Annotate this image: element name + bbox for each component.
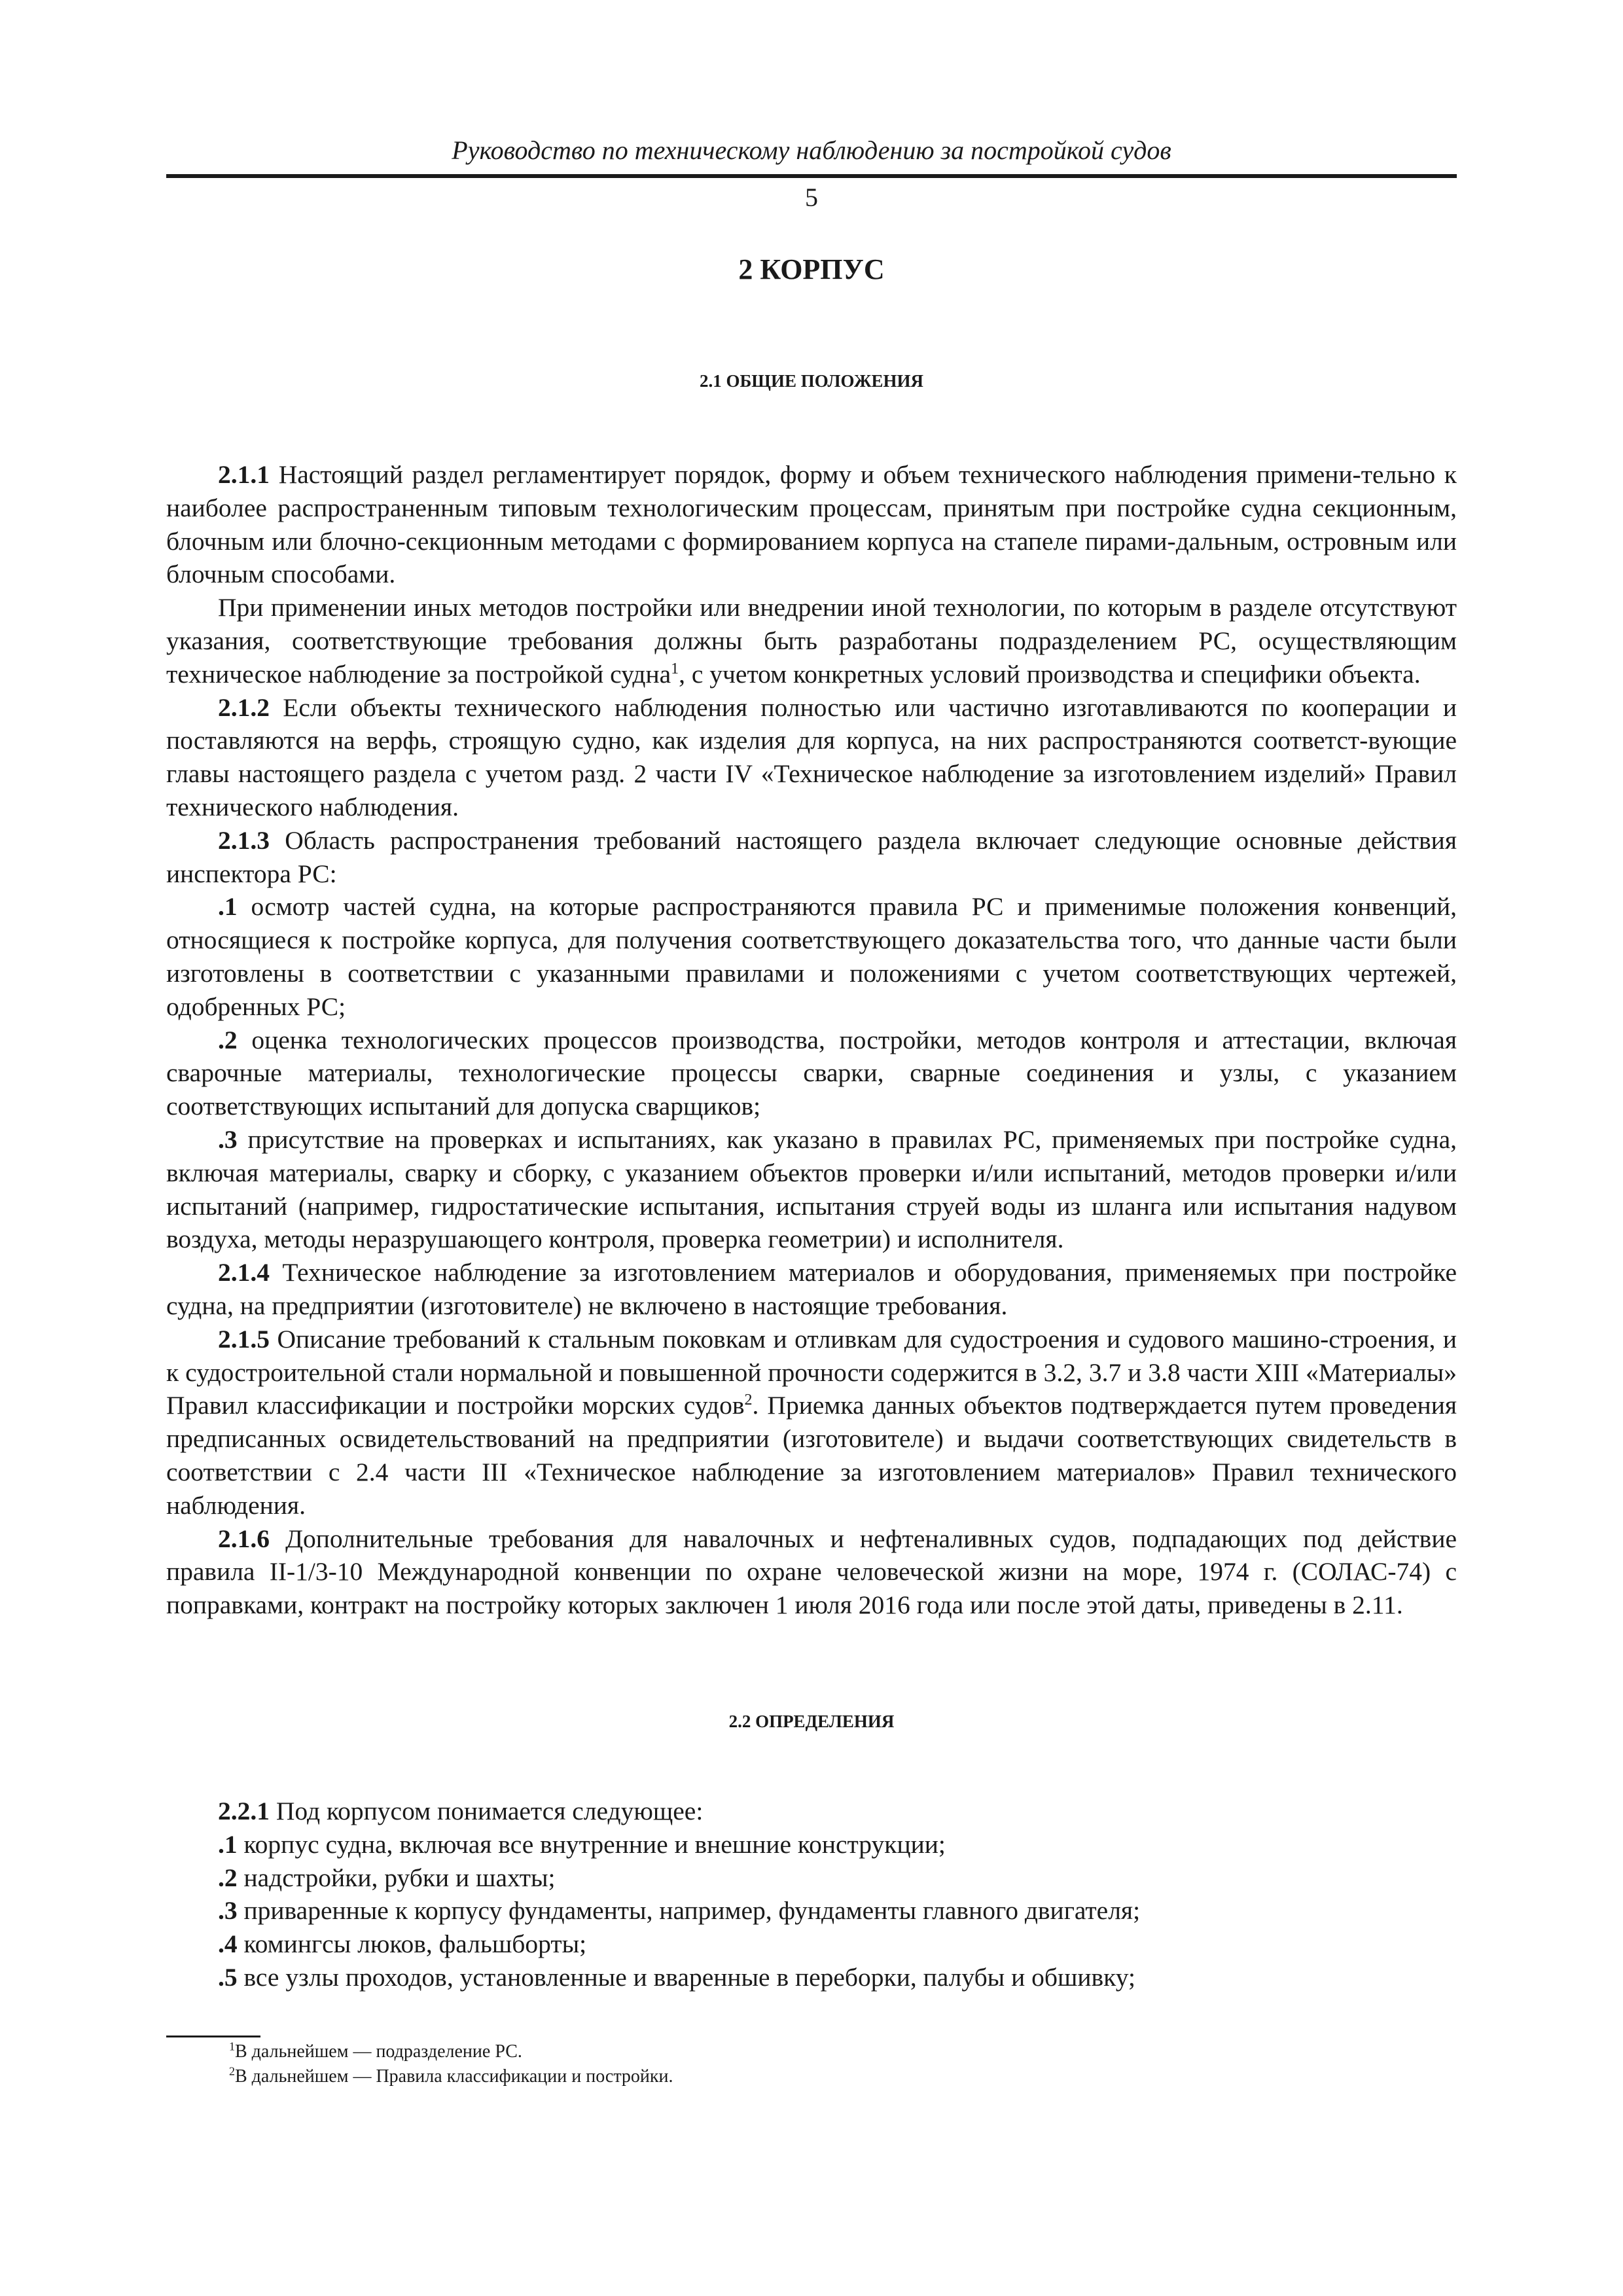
section-general-body: [166, 458, 1457, 1622]
paragraph-text: Дополнительные требования для навалочных и нефтеналивных судов, подпадающих под действие правила II-1/3-10 Международной конвенции по охране человеческой жизни на море, 1974 г. (СОЛАС-74) с поправками, контракт на постройку которых заключен 1 июля 2016 года или после этой даты, приведены в 2.11.: [166, 1524, 1457, 1620]
running-header: Руководство по техническому наблюдению за постройкой судов: [452, 135, 1171, 165]
item-number: .3: [218, 1124, 238, 1154]
paragraph-text: Настоящий раздел регламентирует порядок, форму и объем технического наблюдения примени-тельно к наиболее распространенным типовым технологическим процессам, принятым при постройке судна секционным, блочным или блочно-секционным методами с формированием корпуса на стапеле пирами-дальным, островным или блочным способами.: [166, 460, 1457, 589]
item-number: .2: [218, 1025, 238, 1054]
section-definitions-body: [166, 1795, 1457, 1994]
clause-number: 2.1.5: [218, 1324, 270, 1354]
list-item: [166, 1861, 1457, 1895]
paragraph-2-1-6: [166, 1522, 1457, 1622]
item-text: надстройки, рубки и шахты;: [237, 1863, 556, 1892]
item-number: .5: [218, 1962, 238, 1992]
clause-number: 2.2.1: [218, 1797, 270, 1825]
item-text: корпус судна, включая все внутренние и внешние конструкции;: [237, 1829, 946, 1859]
footnote-ref: 1: [671, 660, 679, 677]
paragraph-2-1-4: [166, 1256, 1457, 1323]
item-number: .3: [218, 1896, 238, 1926]
paragraph-other-methods: [166, 591, 1457, 691]
section-title-general: 2.1 ОБЩИЕ ПОЛОЖЕНИЯ: [699, 371, 924, 391]
footnote-mark: 1: [229, 2039, 235, 2053]
item-text: присутствие на проверках и испытаниях, как указано в правилах РС, применяемых при постройке судна, включая материалы, сварку и сборку, с указанием объектов проверки и/или испытаний, методов проверки и/или испытаний (например, гидростатические испытания, испытания струей воды из шланга или испытания надувом воздуха, методы неразрушающего контроля, проверка геометрии) и исполнителя.: [166, 1124, 1457, 1254]
paragraph-text: . Приемка данных объектов подтверждается путем проведения предписанных освидетельствований на предприятии (изготовителе) и выдачи соответствующих свидетельств в соответствии с 2.4 части III «Техническое наблюдение за изготовлением материалов» Правил технического наблюдения.: [166, 1391, 1457, 1520]
item-text: все узлы проходов, установленные и вваренные в переборки, палубы и обшивку;: [237, 1962, 1135, 1992]
list-item: [166, 1828, 1457, 1861]
footnote-text: В дальнейшем — подразделение РС.: [235, 2041, 522, 2062]
clause-number: 2.1.4: [218, 1258, 270, 1287]
chapter-title: 2 КОРПУС: [738, 253, 885, 285]
clause-number: 2.1.6: [218, 1524, 270, 1553]
list-item: [166, 1024, 1457, 1123]
list-item: [166, 1928, 1457, 1961]
item-number: .4: [218, 1929, 238, 1959]
list-item: [166, 1894, 1457, 1928]
paragraph-2-2-1: [166, 1795, 1457, 1828]
clause-number: 2.1.1: [218, 460, 270, 489]
list-item: [166, 1961, 1457, 1994]
clause-number: 2.1.2: [218, 692, 270, 722]
footnotes: [166, 2039, 1457, 2089]
paragraph-text: , с учетом конкретных условий производства и специфики объекта.: [679, 659, 1421, 689]
paragraph-2-1-2: [166, 691, 1457, 824]
item-number: .1: [218, 892, 238, 922]
list-item: [166, 1123, 1457, 1256]
paragraph-2-1-1: [166, 458, 1457, 591]
footnote-mark: 2: [229, 2064, 235, 2078]
item-text: оценка технологических процессов производства, постройки, методов контроля и аттестации, включая сварочные материалы, технологические процессы сварки, сварные соединения и узлы, с указанием соответствующих испытаний для допуска сварщиков;: [166, 1025, 1457, 1121]
clause-number: 2.1.3: [218, 825, 270, 855]
item-number: .2: [218, 1863, 238, 1892]
paragraph-text: Под корпусом понимается следующее:: [270, 1797, 704, 1825]
item-text: приваренные к корпусу фундаменты, например, фундаменты главного двигателя;: [237, 1896, 1141, 1926]
item-text: комингсы люков, фальшборты;: [237, 1929, 587, 1959]
header-rule: [166, 174, 1457, 178]
footnote: [166, 2064, 1457, 2089]
paragraph-text: Область распространения требований настоящего раздела включает следующие основные действия инспектора РС:: [166, 825, 1457, 888]
list-item: [166, 890, 1457, 1023]
paragraph-text: Техническое наблюдение за изготовлением материалов и оборудования, применяемых при постройке судна, на предприятии (изготовителе) не включено в настоящие требования.: [166, 1258, 1457, 1320]
item-text: осмотр частей судна, на которые распространяются правила РС и применимые положения конвенций, относящиеся к постройке корпуса, для получения соответствующего доказательства того, что данные части были изготовлены в соответствии с указанными правилами и положениями с учетом соответствующих чертежей, одобренных РС;: [166, 892, 1457, 1021]
paragraph-2-1-3: [166, 824, 1457, 891]
paragraph-text: Описание требований к стальным поковкам и отливкам для судостроения и судового машино-строения, и к судостроительной стали нормальной и повышенной прочности содержится в 3.2, 3.7 и 3.8 части XIII «Материалы» Правил классификации и постройки морских судов: [166, 1324, 1457, 1420]
paragraph-text: Если объекты технического наблюдения полностью или частично изготавливаются по кооперации и поставляются на верфь, строящую судно, как изделия для корпуса, на них распространяются соответст-вующие главы настоящего раздела с учетом разд. 2 части IV «Техническое наблюдение за изготовлением изделий» Правил технического наблюдения.: [166, 692, 1457, 821]
section-title-definitions: 2.2 ОПРЕДЕЛЕНИЯ: [728, 1712, 895, 1731]
paragraph-2-1-5: [166, 1323, 1457, 1522]
item-number: .1: [218, 1829, 238, 1859]
footnote-ref: 2: [744, 1391, 753, 1409]
page-number: 5: [805, 183, 818, 212]
footnote-text: В дальнейшем — Правила классификации и постройки.: [235, 2066, 673, 2087]
footnote: [166, 2039, 1457, 2064]
footnote-rule: [166, 2036, 260, 2037]
paragraph-text: При применении иных методов постройки или внедрении иной технологии, по которым в разделе отсутствуют указания, соответствующие требования должны быть разработаны подразделением РС, осуществляющим техническое наблюдение за постройкой судна: [166, 593, 1457, 689]
